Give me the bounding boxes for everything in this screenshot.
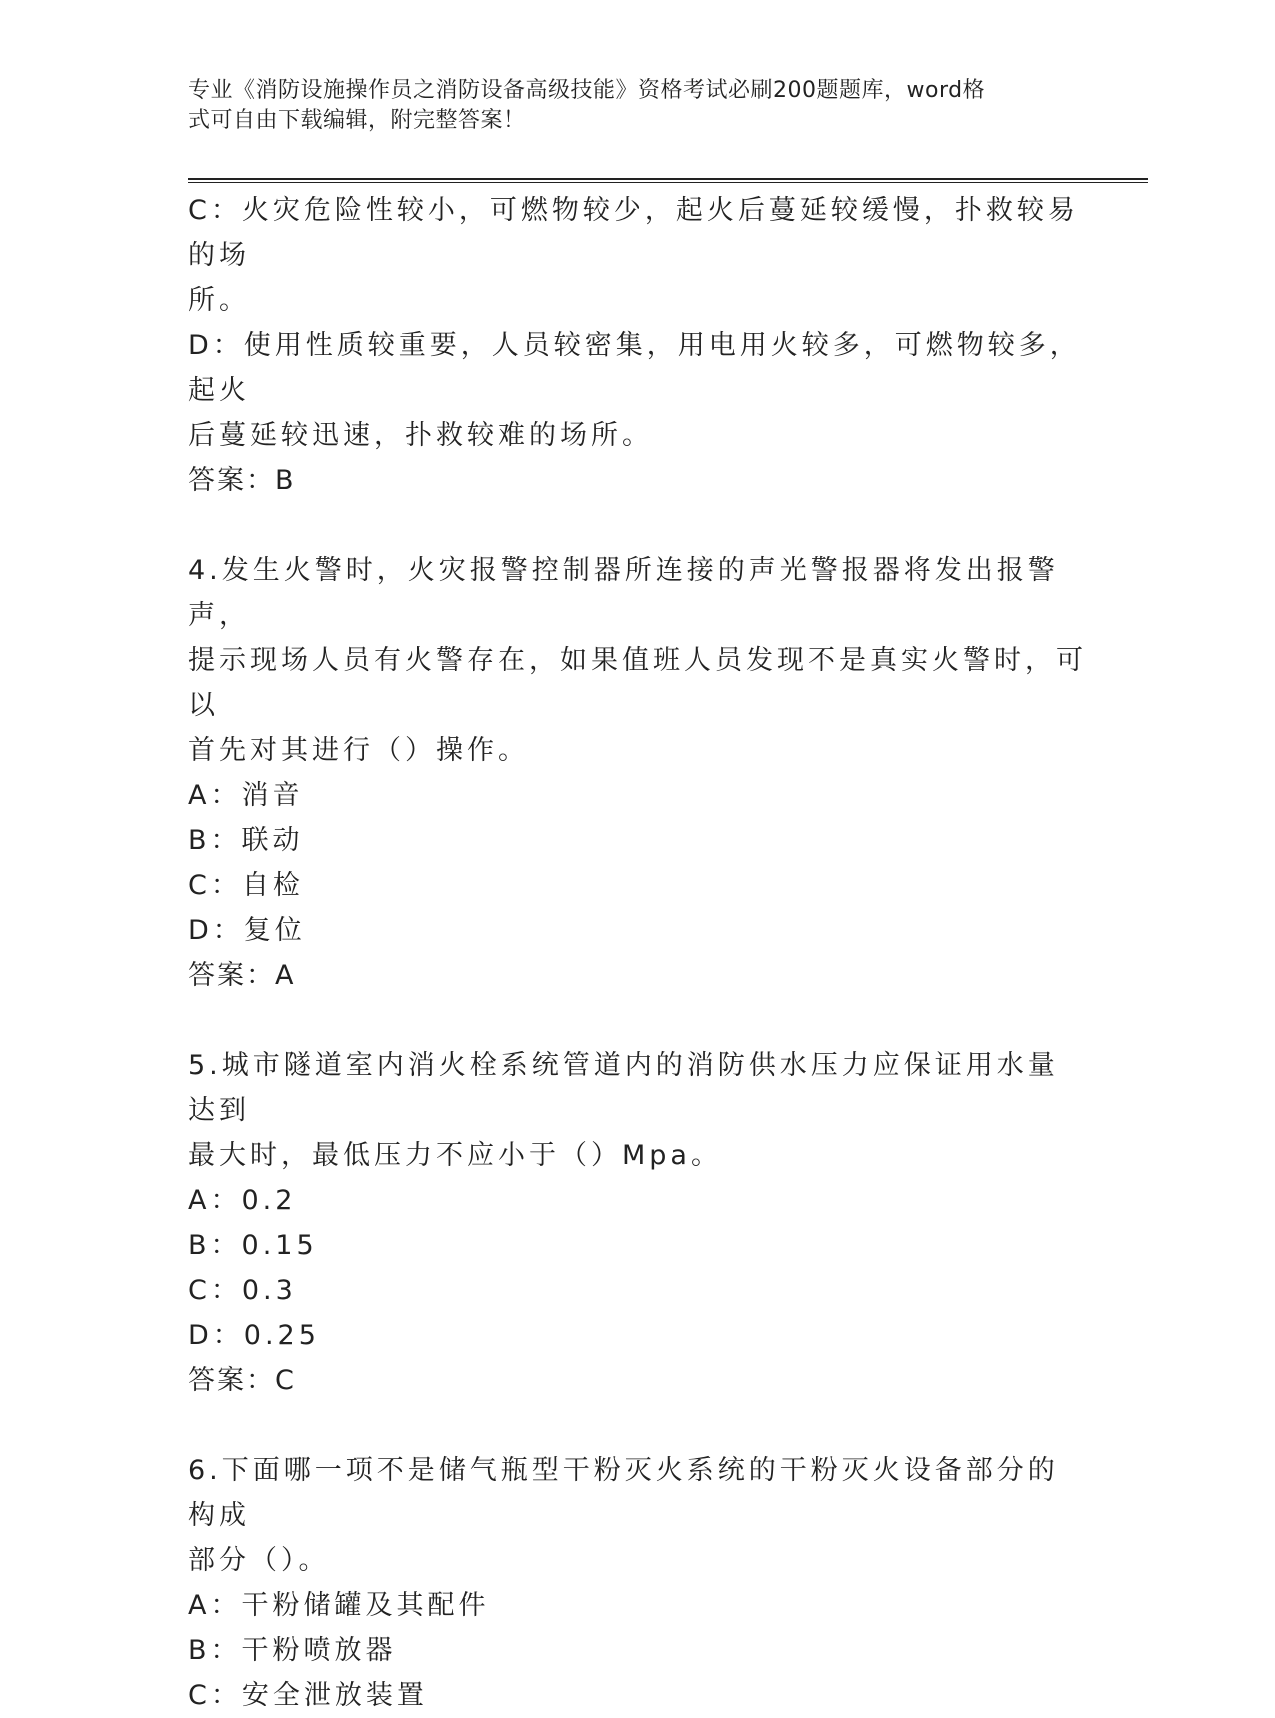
header-divider-thick: [188, 178, 1148, 180]
header-line-2: 式可自由下载编辑，附完整答案！: [188, 108, 526, 133]
option-d: D：0.25: [188, 1320, 320, 1351]
option-d-line-1: D：使用性质较重要，人员较密集，用电用火较多，可燃物较多，起火: [188, 330, 1081, 406]
answer: 答案：C: [188, 1365, 296, 1396]
option-c: C：安全泄放装置: [188, 1680, 428, 1711]
option-c-line-1: C：火灾危险性较小，可燃物较少，起火后蔓延较缓慢，扑救较易的场: [188, 195, 1079, 271]
question-4: [188, 548, 1088, 998]
question-stem-line-2: 最大时，最低压力不应小于（）Mpa。: [188, 1140, 722, 1171]
option-d: D：复位: [188, 915, 306, 946]
option-c: C：自检: [188, 870, 304, 901]
option-d-line-2: 后蔓延较迅速，扑救较难的场所。: [188, 420, 653, 451]
question-list: [188, 188, 1088, 1718]
answer: 答案：A: [188, 960, 296, 991]
question-5: [188, 1043, 1088, 1403]
option-c-line-2: 所。: [188, 285, 250, 316]
question-stem-line-2: 提示现场人员有火警存在，如果值班人员发现不是真实火警时，可以: [188, 645, 1087, 721]
option-c: C：0.3: [188, 1275, 297, 1306]
document-header: [188, 76, 1068, 136]
option-b: B：干粉喷放器: [188, 1635, 397, 1666]
answer: 答案：B: [188, 465, 296, 496]
header-line-1: 专业《消防设施操作员之消防设备高级技能》资格考试必刷200题题库，word格: [188, 78, 986, 103]
question-3-tail: [188, 188, 1088, 503]
question-stem-line-1: 4.发生火警时，火灾报警控制器所连接的声光警报器将发出报警声，: [188, 555, 1059, 631]
option-a: A：消音: [188, 780, 304, 811]
question-stem-line-3: 首先对其进行（）操作。: [188, 735, 529, 766]
header-divider-thin: [188, 182, 1148, 183]
question-6: [188, 1448, 1088, 1718]
option-a: A：0.2: [188, 1185, 297, 1216]
option-b: B：联动: [188, 825, 304, 856]
option-b: B：0.15: [188, 1230, 318, 1261]
option-a: A：干粉储罐及其配件: [188, 1590, 490, 1621]
question-stem-line-1: 5.城市隧道室内消火栓系统管道内的消防供水压力应保证用水量达到: [188, 1050, 1059, 1126]
question-stem-line-2: 部分（）。: [188, 1545, 330, 1576]
question-stem-line-1: 6.下面哪一项不是储气瓶型干粉灭火系统的干粉灭火设备部分的构成: [188, 1455, 1059, 1531]
